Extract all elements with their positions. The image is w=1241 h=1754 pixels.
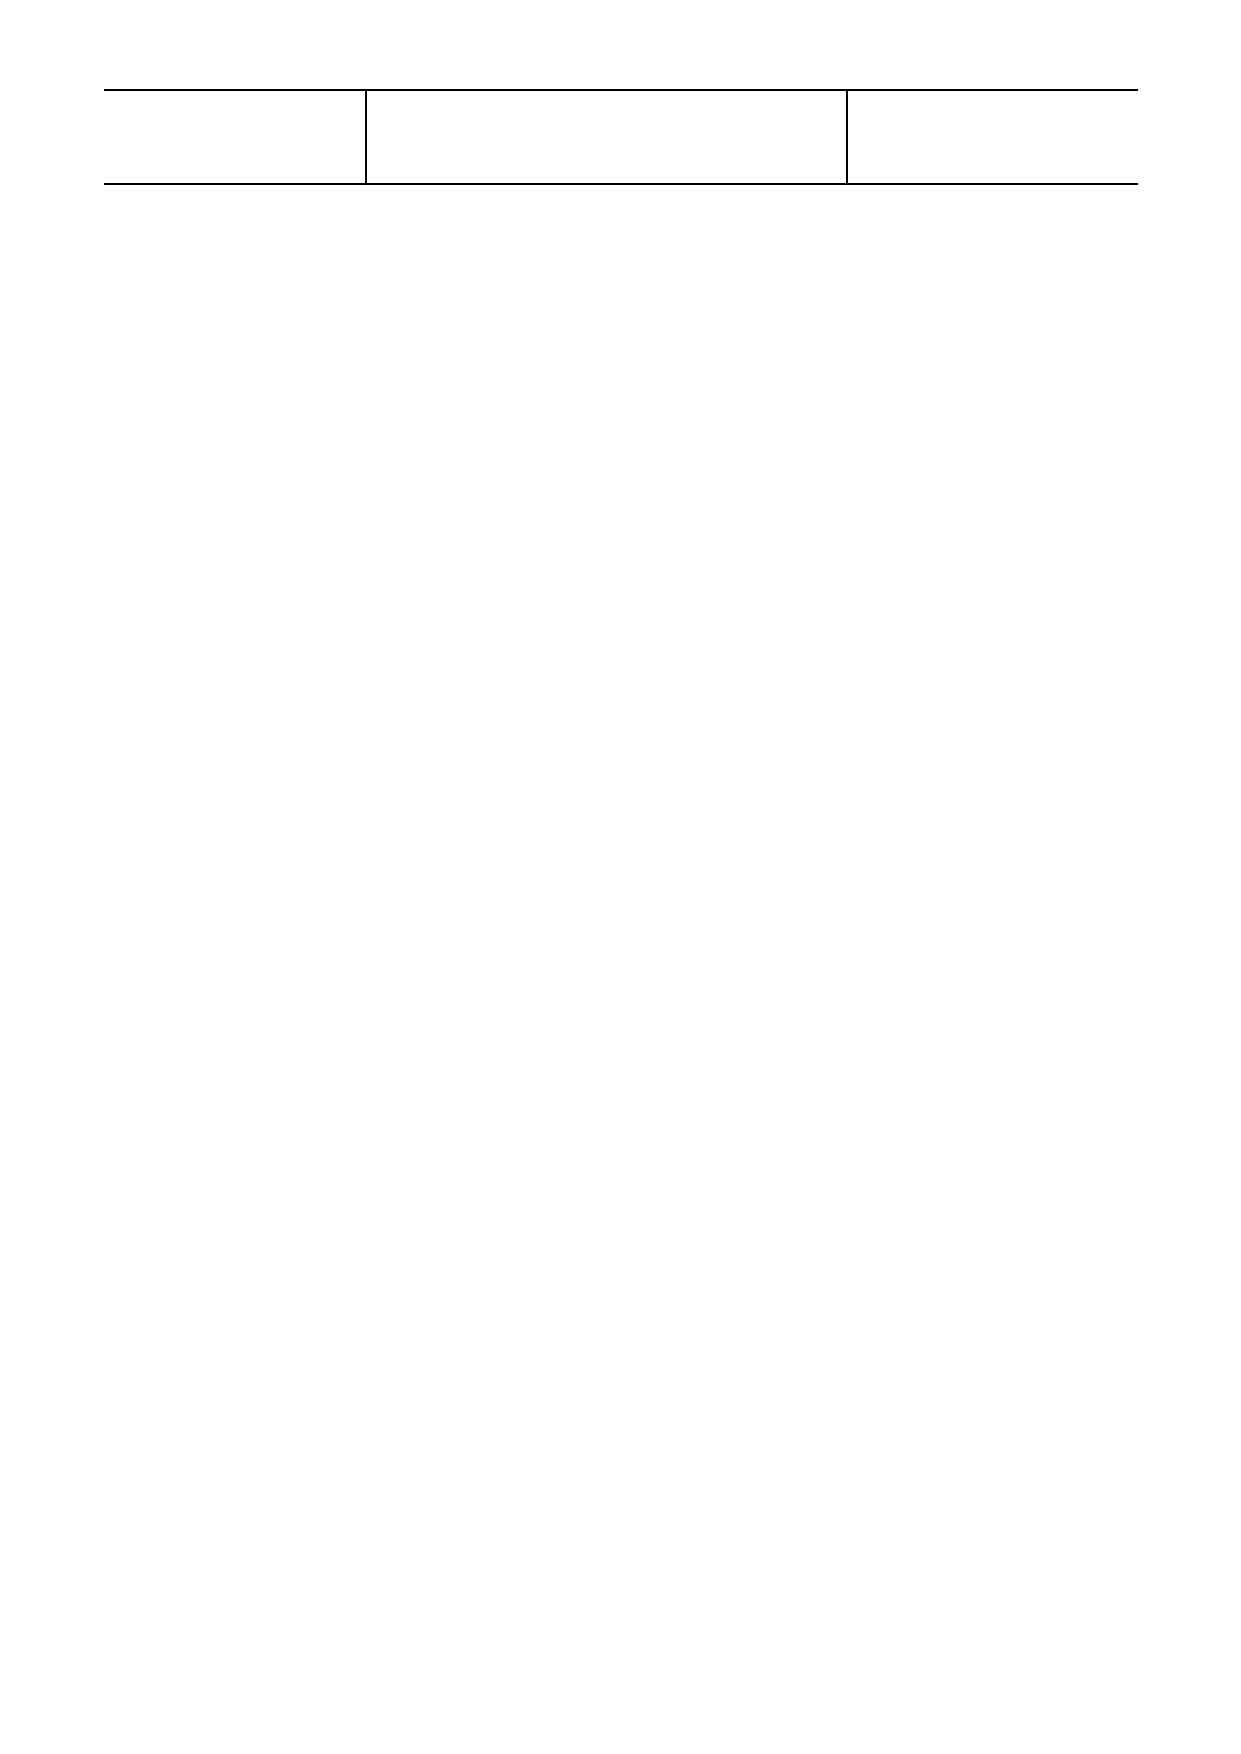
header-slogan [367, 91, 848, 183]
page-header [104, 89, 1138, 185]
header-info-cell [104, 91, 367, 183]
header-page-label [848, 91, 1138, 183]
